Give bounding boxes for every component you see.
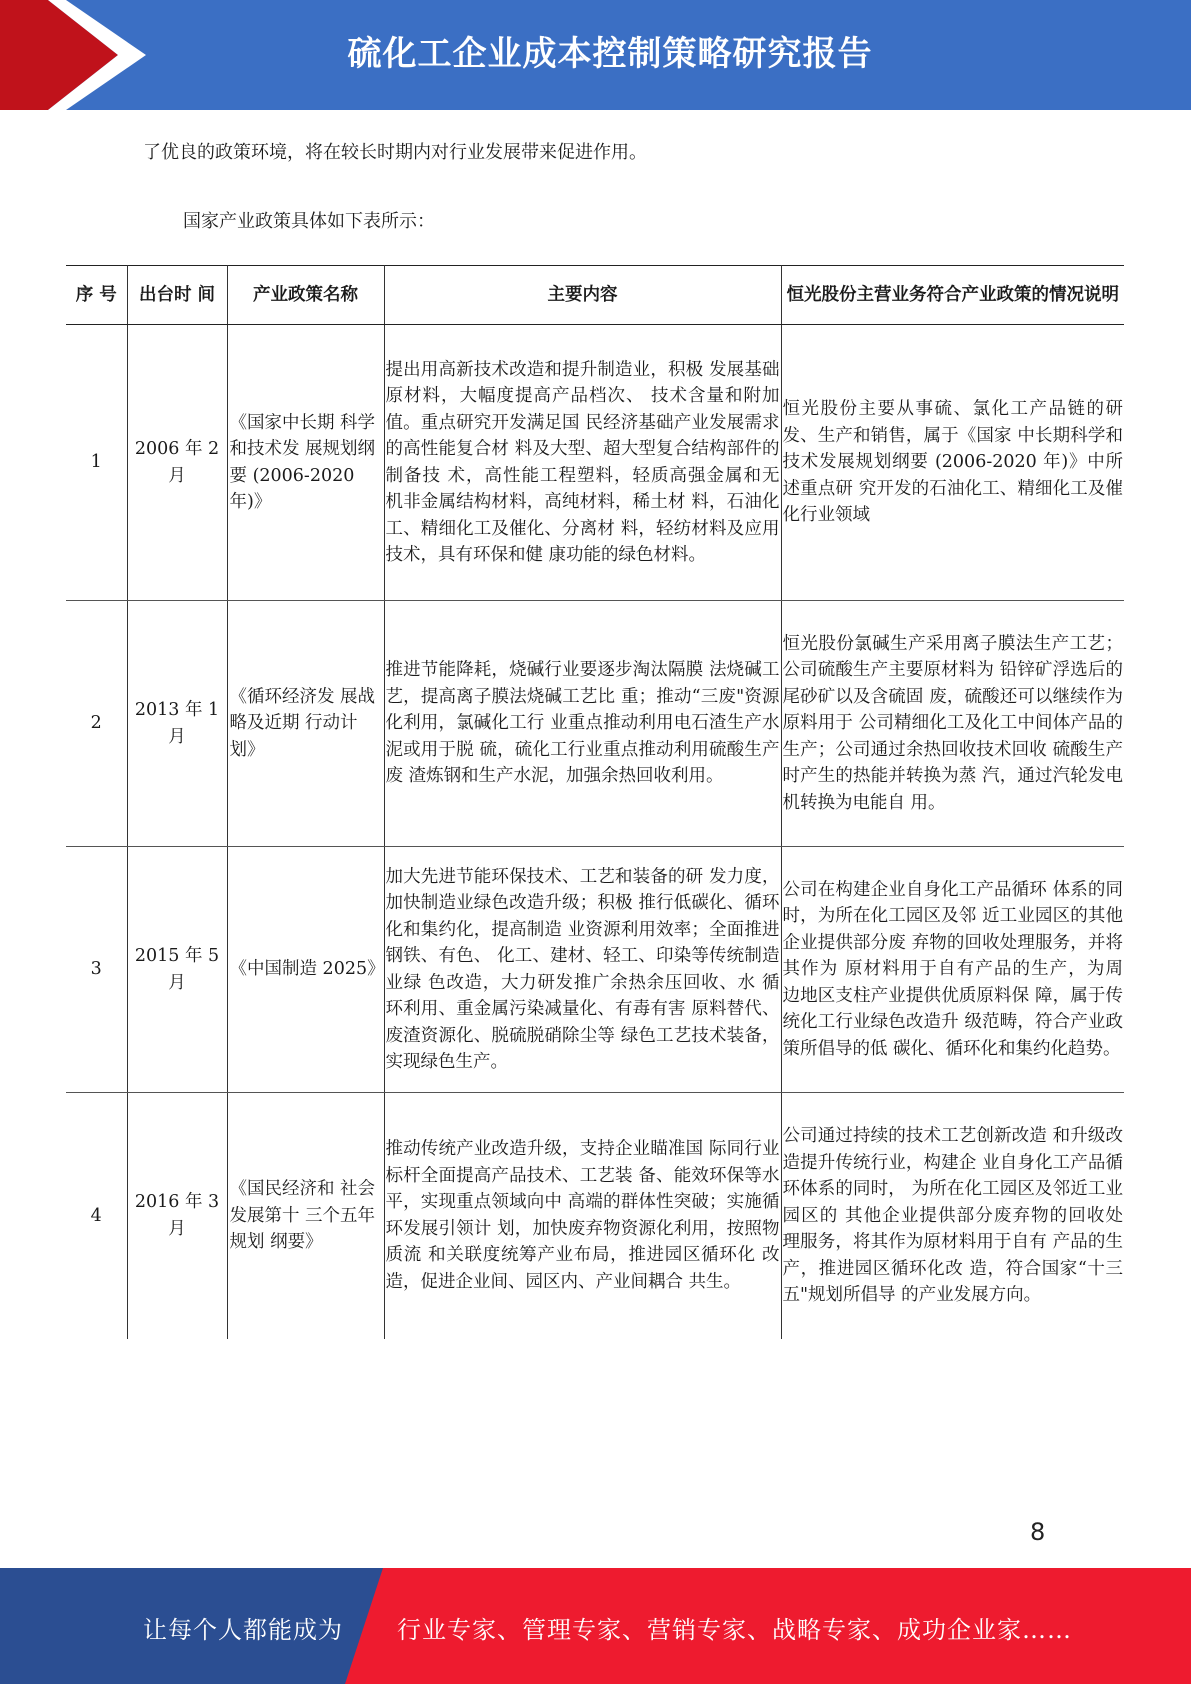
- page-number: 8: [1030, 1518, 1046, 1546]
- header-date: 出台时 间: [127, 266, 227, 325]
- cell-date: 2013 年 1 月: [127, 601, 227, 847]
- cell-no: 1: [66, 325, 127, 601]
- intro-paragraph: 了优良的政策环境，将在较长时期内对行业发展带来促进作用。: [143, 142, 647, 163]
- header-content: 主要内容: [384, 266, 781, 325]
- footer-slogan-left: 让每个人都能成为: [143, 1616, 343, 1644]
- cell-content: 推动传统产业改造升级，支持企业瞄准国 际同行业标杆全面提高产品技术、工艺装 备、能效环保等水平，实现重点领域向中 高端的群体性突破；实施循环发展引领计 划，加快废弃物资源化利用，按照物质流 和关联度统筹产业布局，推进园区循环化 改造，促进企业间、园区内、产业间耦合 共生。: [384, 1093, 781, 1339]
- table-header-row: [66, 266, 1124, 325]
- cell-note: 恒光股份氯碱生产采用离子膜法生产工艺；公司硫酸生产主要原材料为 铅锌矿浮选后的尾砂矿以及含硫固 废，硫酸还可以继续作为原料用于 公司精细化工及化工中间体产品的 生产；公司通过余热回收技术回收 硫酸生产时产生的热能并转换为蒸 汽，通过汽轮发电机转换为电能自 用。: [781, 601, 1124, 847]
- cell-content: 加大先进节能环保技术、工艺和装备的研 发力度，加快制造业绿色改造升级；积极 推行低碳化、循环化和集约化，提高制造 业资源利用效率；全面推进钢铁、有色、 化工、建材、轻工、印染等传统制造业绿 色改造，大力研发推广余热余压回收、水 循环利用、重金属污染减量化、有毒有害 原料替代、废渣资源化、脱硫脱硝除尘等 绿色工艺技术装备，实现绿色生产。: [384, 847, 781, 1093]
- cell-no: 2: [66, 601, 127, 847]
- cell-policy-name: 《循环经济发 展战略及近期 行动计划》: [227, 601, 384, 847]
- cell-policy-name: 《中国制造 2025》: [227, 847, 384, 1093]
- page-footer: [0, 1568, 1191, 1684]
- header-note: 恒光股份主营业务符合产业政策的情况说明: [781, 266, 1124, 325]
- page-title: 硫化工企业成本控制策略研究报告: [347, 34, 873, 74]
- cell-content: 提出用高新技术改造和提升制造业，积极 发展基础原材料，大幅度提高产品档次、 技术含量和附加值。重点研究开发满足国 民经济基础产业发展需求的高性能复合材 料及大型、超大型复合结构部件的制备技 术，高性能工程塑料，轻质高强金属和无 机非金属结构材料，高纯材料，稀土材 料，石油化工、精细化工及催化、分离材 料，轻纺材料及应用技术，具有环保和健 康功能的绿色材料。: [384, 325, 781, 601]
- table-row: [66, 847, 1124, 1093]
- cell-no: 4: [66, 1093, 127, 1339]
- cell-date: 2016 年 3 月: [127, 1093, 227, 1339]
- page-header: [0, 0, 1191, 110]
- cell-note: 公司在构建企业自身化工产品循环 体系的同时，为所在化工园区及邻 近工业园区的其他企业提供部分废 弃物的回收处理服务，并将其作为 原材料用于自有产品的生产，为周 边地区支柱产业提供优质原料保 障，属于传统化工行业绿色改造升 级范畴，符合产业政策所倡导的低 碳化、循环化和集约化趋势。: [781, 847, 1124, 1093]
- cell-note: 恒光股份主要从事硫、氯化工产品链的研发、生产和销售，属于《国家 中长期科学和技术发展规划纲要 (2006-2020 年)》中所述重点研 究开发的石油化工、精细化工及催 化行业领域: [781, 325, 1124, 601]
- table-intro-paragraph: 国家产业政策具体如下表所示：: [183, 211, 435, 232]
- cell-date: 2006 年 2 月: [127, 325, 227, 601]
- header-policy-name: 产业政策名称: [227, 266, 384, 325]
- header-no: 序 号: [66, 266, 127, 325]
- cell-note: 公司通过持续的技术工艺创新改造 和升级改造提升传统行业，构建企 业自身化工产品循环体系的同时， 为所在化工园区及邻近工业园区的 其他企业提供部分废弃物的回收处 理服务，将其作为原材料用于自有 产品的生产，推进园区循环化改 造，符合国家“十三五"规划所倡导 的产业发展方向。: [781, 1093, 1124, 1339]
- policy-table: [66, 265, 1124, 1339]
- table-row: [66, 601, 1124, 847]
- cell-policy-name: 《国民经济和 社会发展第十 三个五年规划 纲要》: [227, 1093, 384, 1339]
- cell-content: 推进节能降耗，烧碱行业要逐步淘汰隔膜 法烧碱工艺，提高离子膜法烧碱工艺比 重；推动“三废"资源化利用，氯碱化工行 业重点推动利用电石渣生产水泥或用于脱 硫，硫化工行业重点推动利用硫酸生产废 渣炼钢和生产水泥，加强余热回收利用。: [384, 601, 781, 847]
- cell-date: 2015 年 5 月: [127, 847, 227, 1093]
- footer-slogan-right: 行业专家、管理专家、营销专家、战略专家、成功企业家……: [397, 1616, 1072, 1644]
- cell-policy-name: 《国家中长期 科学和技术发 展规划纲要 (2006-2020 年)》: [227, 325, 384, 601]
- cell-no: 3: [66, 847, 127, 1093]
- table-row: [66, 325, 1124, 601]
- table-row: [66, 1093, 1124, 1339]
